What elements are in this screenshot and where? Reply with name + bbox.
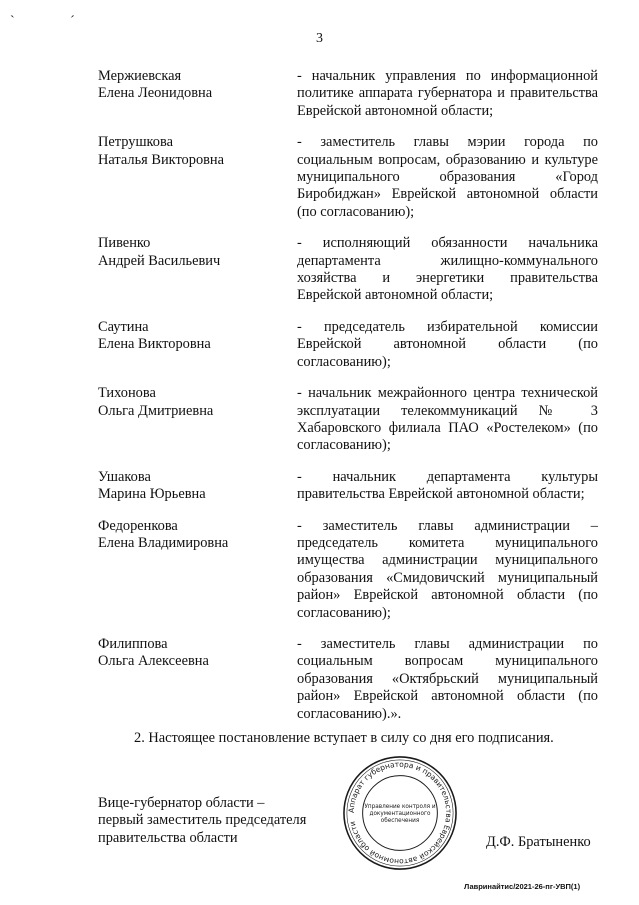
member-name: [98, 68, 297, 120]
member-entry: [98, 134, 598, 221]
stamp-seal: [341, 754, 459, 872]
member-role: - исполняющий обязанности начальника департамента жилищно-коммунального хозяйства и энергетики правительства Еврейской автономной области;: [297, 235, 598, 304]
member-role: - председатель избирательной комиссии Еврейской автономной области (по согласованию);: [297, 318, 598, 370]
member-given-names: Марина Юрьевна: [98, 486, 206, 503]
member-role: - заместитель главы мэрии города по социальным вопросам, образованию и культуре муниципального образования «Город Биробиджан» Еврейской автономной области (по согласованию);: [297, 134, 598, 220]
member-given-names: Елена Викторовна: [98, 336, 211, 353]
member-role: - начальник межрайонного центра технической эксплуатации телекоммуникаций № 3 Хабаровского филиала ПАО «Ростелеком» (по согласованию);: [297, 385, 598, 454]
stamp-center-line: обеспечения: [380, 817, 420, 824]
member-entry: [98, 319, 598, 371]
member-given-names: Елена Леонидовна: [98, 85, 213, 102]
member-surname: Тихонова: [98, 385, 156, 402]
member-entry: [98, 68, 598, 120]
member-surname: Саутина: [98, 318, 149, 335]
member-given-names: Наталья Викторовна: [98, 151, 225, 168]
signatory-title: [98, 795, 306, 847]
member-entry: [98, 518, 598, 622]
member-role: - начальник управления по информационной политике аппарата губернатора и правительства Еврейской автономной области;: [297, 68, 598, 119]
member-entry: [98, 235, 598, 305]
member-given-names: Андрей Васильевич: [98, 252, 221, 269]
member-given-names: Елена Владимировна: [98, 534, 229, 551]
member-name: [98, 319, 297, 371]
member-role: - заместитель главы администрации по социальным вопросам муниципального образования «Октябрьский муниципальный район» Еврейской автономной области (по согласованию).».: [297, 635, 598, 722]
document-code: Лавринайтис/2021-26-пг-УВП(1): [464, 882, 581, 891]
stamp-ring-text: Аппарат губернатора и правительства Еврейской автономной области: [346, 759, 454, 867]
member-given-names: Ольга Алексеевна: [98, 653, 209, 670]
member-surname: Мержиевская: [98, 68, 182, 84]
member-entry: [98, 469, 598, 504]
signatory-title-line: правительства области: [98, 829, 238, 846]
member-name: [98, 134, 297, 221]
member-entry: [98, 385, 598, 455]
signatory-title-line: первый заместитель председателя: [98, 812, 307, 829]
official-stamp: [341, 754, 459, 872]
member-name: [98, 636, 297, 723]
page-number: 3: [316, 31, 323, 46]
member-surname: Федоренкова: [98, 517, 178, 534]
member-name: [98, 235, 297, 305]
member-surname: Пивенко: [98, 235, 151, 252]
stamp-center-line: документационного: [369, 810, 431, 817]
member-name: [98, 385, 297, 455]
stamp-center-line: Управление контроля и: [364, 804, 436, 811]
member-surname: Петрушкова: [98, 134, 173, 151]
signatory-title-line: Вице-губернатор области –: [98, 795, 265, 811]
member-name: [98, 518, 297, 622]
member-surname: Ушакова: [98, 468, 151, 485]
member-given-names: Ольга Дмитриевна: [98, 402, 214, 419]
member-role: - начальник департамента культуры правительства Еврейской автономной области;: [297, 468, 598, 503]
member-role: - заместитель главы администрации – председатель комитета муниципального имущества администрации муниципального образования «Смидовичский муниципальный район» Еврейской автономной области (по согласованию);: [297, 517, 598, 621]
member-entry: [98, 636, 598, 723]
member-name: [98, 469, 297, 504]
clause-effective-date: 2. Настоящее постановление вступает в силу со дня его подписания.: [134, 730, 554, 746]
scan-corner-marks: ` ´: [10, 14, 101, 29]
signer-name: Д.Ф. Братыненко: [486, 834, 591, 850]
member-list: [98, 68, 598, 737]
member-surname: Филиппова: [98, 635, 168, 652]
